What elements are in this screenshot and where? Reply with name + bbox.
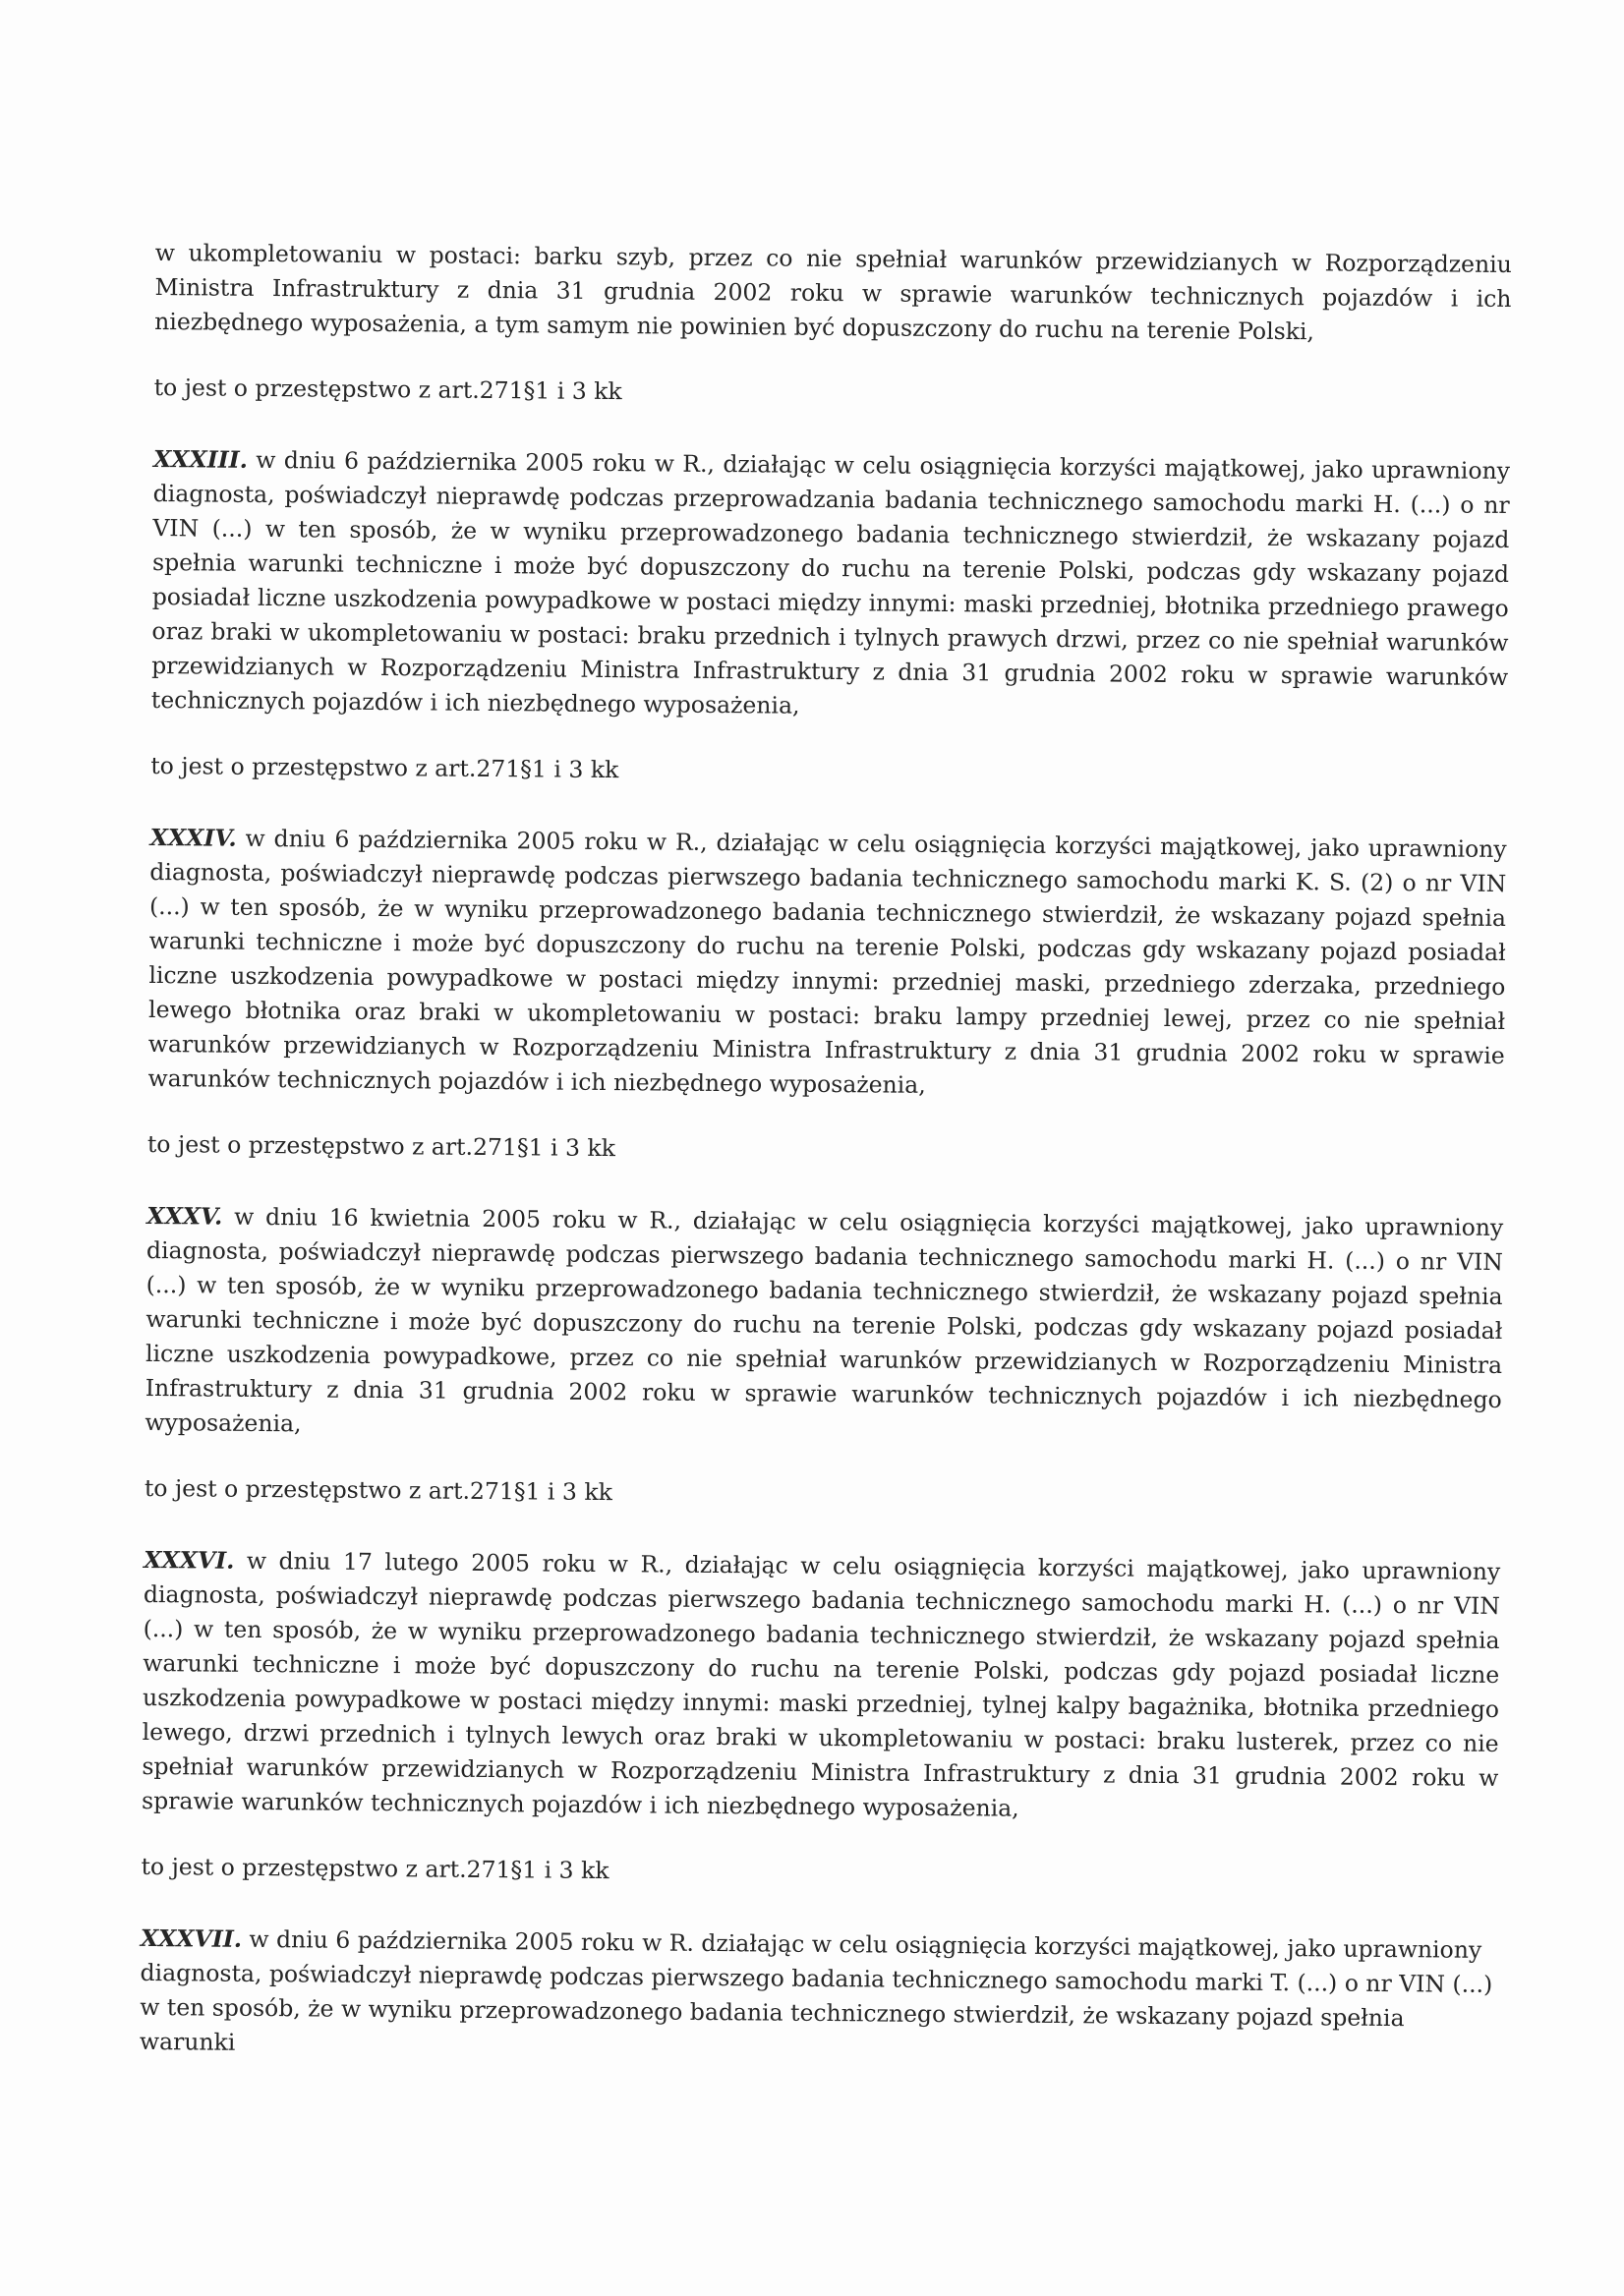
count-numeral: XXXV. xyxy=(146,1201,223,1231)
count-numeral: XXXIV. xyxy=(149,823,237,852)
count-text: w dniu 17 lutego 2005 roku w R., działając w celu osiągnięcia korzyści majątkowej, jako uprawniony diagnosta, poświadczył nieprawdę podczas pierwszego badania technicznego samochodu marki H. (...) o nr VIN (...) w ten sposób, że w wyniku przeprowadzonego badania technicznego stwierdził, że wskazany pojazd spełnia warunki techniczne i może być dopuszczony do ruchu na terenie Polski, podczas gdy pojazd posiadał liczne uszkodzenia powypadkowe w postaci między innymi: maski przedniej, tylnej kalpy bagażnika, błotnika przedniego lewego, drzwi przednich i tylnych lewych oraz braki w ukompletowaniu w postaci: braku lusterek, przez co nie spełniał warunków przewidzianych w Rozporządzeniu Ministra Infrastruktury z dnia 31 grudnia 2002 roku w sprawie warunków technicznych pojazdów i ich niezbędnego wyposażenia, xyxy=(141,1546,1501,1822)
count-numeral: XXXIII. xyxy=(152,444,248,474)
count-text: w dniu 16 kwietnia 2005 roku w R., działając w celu osiągnięcia korzyści majątkowej, jako uprawniony diagnosta, poświadczył nieprawdę podczas pierwszego badania technicznego samochodu marki H. (...) o nr VIN (...) w ten sposób, że w wyniku przeprowadzonego badania technicznego stwierdził, że wskazany pojazd spełnia warunki techniczne i może być dopuszczony do ruchu na terenie Polski, podczas gdy wskazany pojazd posiadał liczne uszkodzenia powypadkowe, przez co nie spełniał warunków przewidzianych w Rozporządzeniu Ministra Infrastruktury z dnia 31 grudnia 2002 roku w sprawie warunków technicznych pojazdów i ich niezbędnego wyposażenia, xyxy=(145,1202,1504,1438)
count-text: w dniu 6 października 2005 roku w R. działając w celu osiągnięcia korzyści majątkowej, jako uprawniony diagnosta, poświadczył nieprawdę podczas pierwszego badania technicznego samochodu marki T. (...) o nr VIN (...) w ten sposób, że w wyniku przeprowadzonego badania technicznego stwierdził, że wskazany pojazd spełnia warunki xyxy=(139,1924,1493,2056)
count-text: w dniu 6 października 2005 roku w R., działając w celu osiągnięcia korzyści majątkowej, jako uprawniony diagnosta, poświadczył nieprawdę podczas pierwszego badania technicznego samochodu marki K. S. (2) o nr VIN (...) w ten sposób, że w wyniku przeprowadzonego badania technicznego stwierdził, że wskazany pojazd spełnia warunki techniczne i może być dopuszczony do ruchu na terenie Polski, podczas gdy wskazany pojazd posiadał liczne uszkodzenia powypadkowe w postaci między innymi: przedniej maski, przedniego zderzaka, przedniego lewego błotnika oraz braki w ukompletowaniu w postaci: braku lampy przedniej lewej, przez co nie spełniał warunków przewidzianych w Rozporządzeniu Ministra Infrastruktury z dnia 31 grudnia 2002 roku w sprawie warunków technicznych pojazdów i ich niezbędnego wyposażenia, xyxy=(147,824,1507,1099)
count-numeral: XXXVI. xyxy=(144,1545,235,1575)
document-body xyxy=(140,236,1512,2071)
count-paragraph xyxy=(142,1543,1500,1830)
qualification-line: to jest o przestępstwo z art.271§1 i 3 kk xyxy=(150,751,619,784)
qualification-line: to jest o przestępstwo z art.271§1 i 3 kk xyxy=(153,373,622,406)
opening-paragraph: w ukompletowaniu w postaci: barku szyb, przez co nie spełniał warunków przewidzianych w Rozporządzeniu Ministra Infrastruktury z dnia 31 grudnia 2002 roku w sprawie warunków technicznych pojazdów i ich niezbędnego wyposażenia, a tym samym nie powinien być dopuszczony do ruchu na terenie Polski, xyxy=(154,238,1512,346)
qualification-line: to jest o przestępstwo z art.271§1 i 3 kk xyxy=(141,1852,609,1885)
count-paragraph xyxy=(147,821,1506,1108)
count-paragraph xyxy=(145,1199,1503,1452)
qualification-line: to jest o przestępstwo z art.271§1 i 3 kk xyxy=(144,1473,613,1507)
qualification-line: to jest o przestępstwo z art.271§1 i 3 kk xyxy=(146,1129,616,1163)
count-numeral: XXXVII. xyxy=(140,1923,243,1953)
count-paragraph xyxy=(151,442,1510,729)
count-paragraph xyxy=(140,1922,1497,2071)
count-text: w dniu 6 października 2005 roku w R., działając w celu osiągnięcia korzyści majątkowej, jako uprawniony diagnosta, poświadczył nieprawdę podczas przeprowadzania badania technicznego samochodu marki H. (...) o nr VIN (...) w ten sposób, że w wyniku przeprowadzonego badania technicznego stwierdził, że wskazany pojazd spełnia warunki techniczne i może być dopuszczony do ruchu na terenie Polski, podczas gdy wskazany pojazd posiadał liczne uszkodzenia powypadkowe w postaci między innymi: maski przedniej, błotnika przedniego prawego oraz braki w ukompletowaniu w postaci: braku przednich i tylnych prawych drzwi, przez co nie spełniał warunków przewidzianych w Rozporządzeniu Ministra Infrastruktury z dnia 31 grudnia 2002 roku w sprawie warunków technicznych pojazdów i ich niezbędnego wyposażenia, xyxy=(150,445,1511,719)
